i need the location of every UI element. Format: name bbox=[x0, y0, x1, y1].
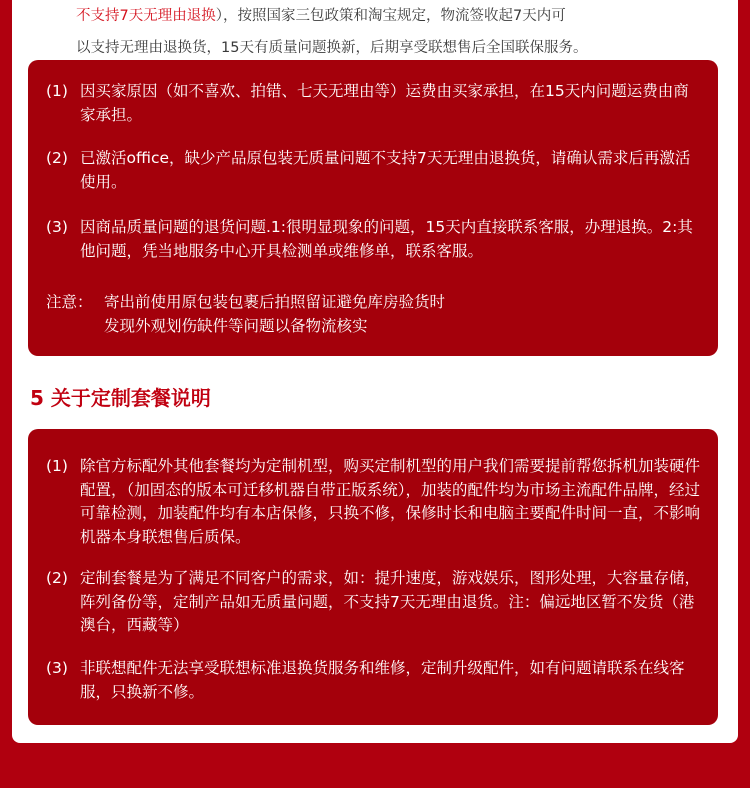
policy-item-1 bbox=[46, 80, 700, 127]
item-text: 非联想配件无法享受联想标准退换货服务和维修，定制升级配件，如有问题请联系在线客服，只换新不修。 bbox=[80, 659, 685, 701]
item-number: (1) bbox=[46, 457, 68, 475]
item-text: 除官方标配外其他套餐均为定制机型，购买定制机型的用户我们需要提前帮您拆机加装硬件配置，（加固态的版本可迁移机器自带正版系统），加装的配件均为市场主流配件品牌，经过可靠检测，加装配件均有本店保修，只换不修，保修时长和电脑主要配件时间一直，不影响机器本身联想售后质保。 bbox=[80, 457, 701, 546]
intro-line-1 bbox=[76, 0, 706, 32]
shipping-note bbox=[46, 291, 700, 338]
policy-item-3 bbox=[46, 216, 700, 263]
item-text: 因商品质量问题的退货问题.1:很明显现象的问题，15天内直接联系客服，办理退换。2:其他问题，凭当地服务中心开具检测单或维修单，联系客服。 bbox=[80, 218, 693, 260]
item-number: (2) bbox=[46, 149, 68, 167]
item-number: (3) bbox=[46, 659, 68, 677]
note-line-2: 发现外观划伤缺件等问题以备物流核实 bbox=[104, 316, 368, 335]
item-number: (2) bbox=[46, 569, 68, 587]
item-text: 因买家原因（如不喜欢、拍错、七天无理由等）运费由买家承担，在15天内问题运费由商家承担。 bbox=[80, 82, 689, 124]
custom-item-3 bbox=[46, 657, 700, 704]
return-policy-intro bbox=[76, 0, 706, 64]
item-text: 定制套餐是为了满足不同客户的需求，如：提升速度，游戏娱乐，图形处理，大容量存储，阵列备份等，定制产品如无质量问题，不支持7天无理由退货。注：偏远地区暂不发货（港澳台，西藏等） bbox=[80, 569, 701, 634]
note-label: 注意： bbox=[46, 293, 93, 311]
note-text bbox=[104, 291, 700, 338]
custom-package-box bbox=[28, 429, 718, 725]
item-text: 已激活office，缺少产品原包装无质量问题不支持7天无理由退换货，请确认需求后再激活使用。 bbox=[80, 149, 691, 191]
section-5-heading: 5 关于定制套餐说明 bbox=[30, 386, 211, 410]
intro-line-1-text: ），按照国家三包政策和淘宝规定，物流签收起7天内可 bbox=[215, 8, 566, 24]
custom-item-1 bbox=[46, 455, 700, 549]
note-line-1: 寄出前使用原包装包裹后拍照留证避免库房验货时 bbox=[104, 293, 446, 311]
policy-item-2 bbox=[46, 147, 700, 194]
item-number: (3) bbox=[46, 218, 68, 236]
item-number: (1) bbox=[46, 82, 68, 100]
intro-line-2: 以支持无理由退换货，15天有质量问题换新，后期享受联想售后全国联保服务。 bbox=[76, 40, 588, 56]
custom-item-2 bbox=[46, 567, 700, 638]
intro-highlight: 不支持7天无理由退换 bbox=[76, 8, 216, 24]
return-policy-box bbox=[28, 60, 718, 356]
